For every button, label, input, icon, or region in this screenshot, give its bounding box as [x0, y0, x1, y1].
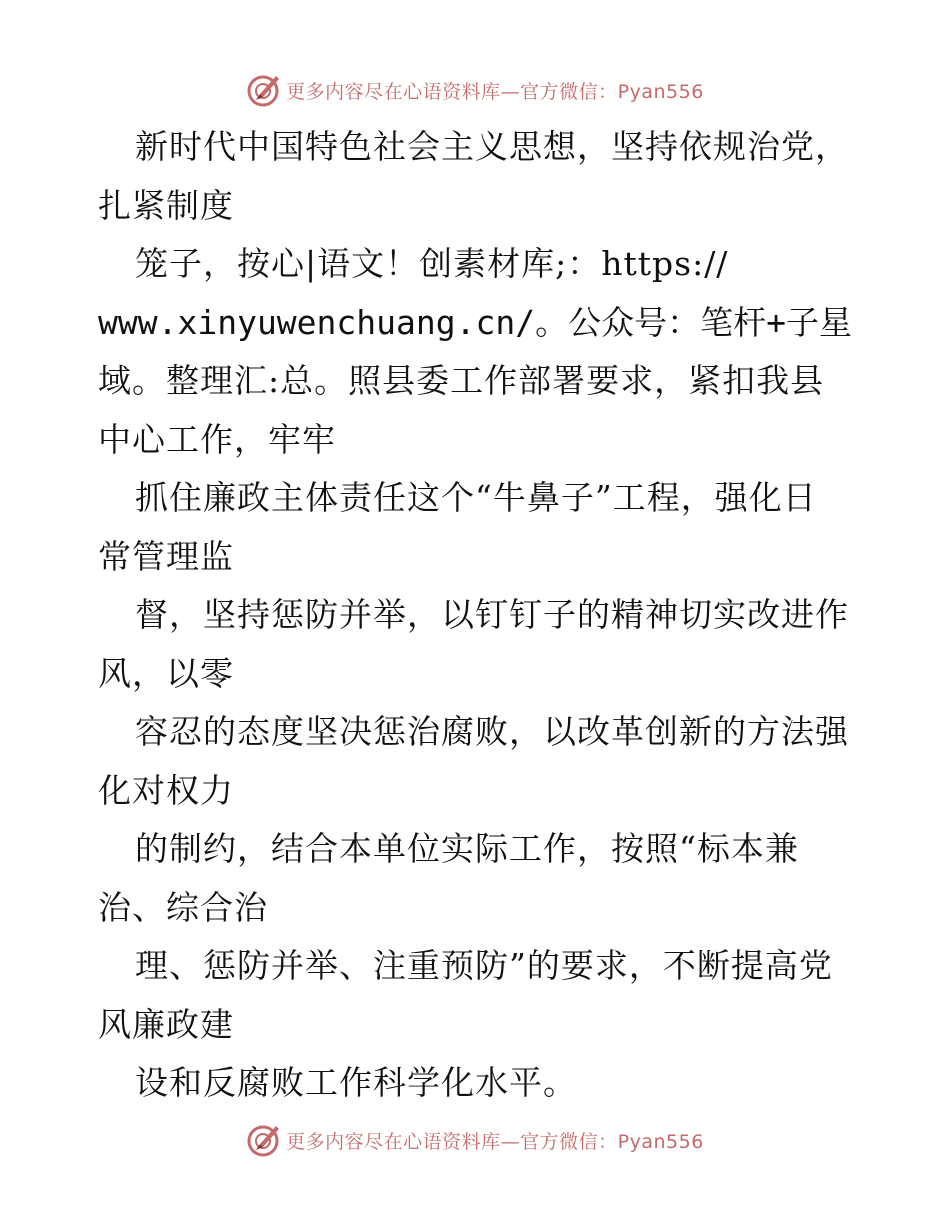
text-line: 常管理监 — [98, 536, 234, 576]
banner-text: 更多内容尽在心语资料库—官方微信：Pyan556 — [286, 80, 704, 103]
logo-icon — [246, 72, 282, 108]
text-line: 笼子，按心|语文！创素材库;：https:// — [135, 244, 729, 283]
text-line: 扎紧制度 — [98, 185, 234, 225]
logo-icon — [246, 1122, 282, 1158]
text-line: 新时代中国特色社会主义思想，坚持依规治党， — [135, 127, 849, 166]
text-line: 容忍的态度坚决惩治腐败，以改革创新的方法强 — [135, 712, 849, 751]
text-line: 的制约，结合本单位实际工作，按照“标本兼 — [135, 829, 799, 868]
text-line: 设和反腐败工作科学化水平。 — [135, 1063, 577, 1102]
text-line: 风，以零 — [98, 653, 234, 693]
text-line: 风廉政建 — [98, 1004, 234, 1044]
text-line: 域。整理汇:总。照县委工作部署要求，紧扣我县 — [98, 361, 825, 400]
text-line: www.xinyuwenchuang.cn/。公众号：笔杆+子星 — [98, 302, 852, 342]
footer-banner — [0, 1118, 950, 1162]
document-body — [98, 118, 878, 1113]
text-line: 化对权力 — [98, 770, 234, 810]
text-line: 理、惩防并举、注重预防”的要求，不断提高党 — [135, 946, 833, 985]
text-line: 治、综合治 — [98, 887, 268, 927]
text-line: 督，坚持惩防并举，以钉钉子的精神切实改进作 — [135, 595, 849, 634]
header-banner — [0, 68, 950, 112]
banner-text: 更多内容尽在心语资料库—官方微信：Pyan556 — [286, 1130, 704, 1153]
wechat-id: Pyan556 — [617, 80, 704, 103]
text-line: 中心工作，牢牢 — [98, 419, 336, 459]
wechat-id: Pyan556 — [617, 1130, 704, 1153]
text-line: 抓住廉政主体责任这个“牛鼻子”工程，强化日 — [135, 478, 817, 517]
